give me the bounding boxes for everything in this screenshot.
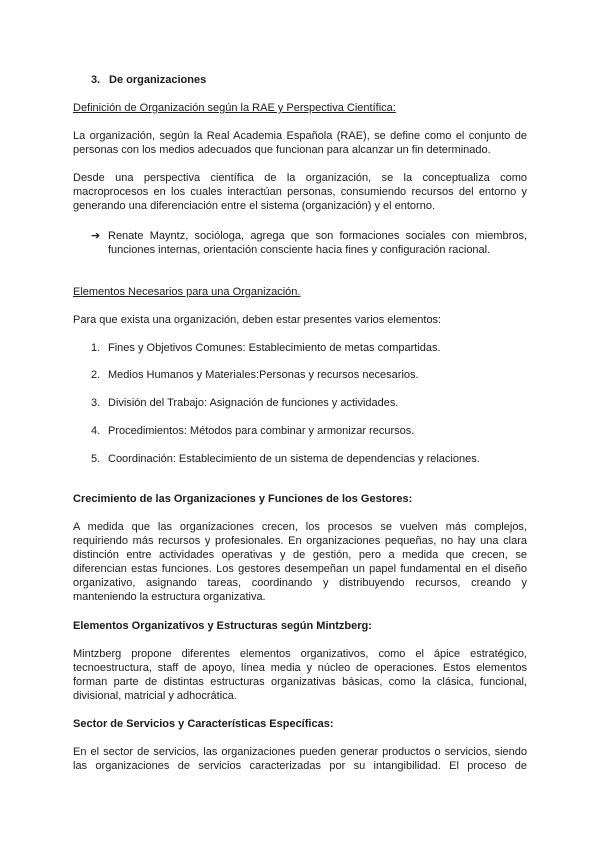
services-heading: Sector de Servicios y Características Específicas:	[73, 718, 334, 730]
list-item-number: 4.	[91, 425, 101, 437]
list-item-number: 3.	[91, 397, 101, 409]
section-title: De organizaciones	[109, 74, 207, 86]
scientific-paragraph: Desde una perspectiva científica de la organización, se la conceptualiza como macroprocesos en los cuales interactúan personas, consumiendo recursos del entorno y generando una diferenciación entre el sistema (organización) y el entorno.	[73, 172, 527, 212]
definition-heading: Definición de Organización según la RAE y Perspectiva Científica:	[73, 102, 396, 114]
elements-heading: Elementos Necesarios para una Organización.	[73, 286, 301, 298]
list-item-number: 1.	[91, 342, 101, 354]
mintzberg-heading: Elementos Organizativos y Estructuras según Mintzberg:	[73, 620, 372, 632]
rae-paragraph: La organización, según la Real Academia Española (RAE), se define como el conjunto de personas con los medios adecuados que funcionan para alcanzar un fin determinado.	[73, 130, 527, 156]
elements-intro: Para que exista una organización, deben estar presentes varios elementos:	[73, 314, 442, 326]
services-paragraph: En el sector de servicios, las organizaciones pueden generar productos o servicios, siendo las organizaciones de servicios caracterizadas por su intangibilidad. El proceso de	[73, 746, 527, 772]
growth-paragraph: A medida que las organizaciones crecen, los procesos se vuelven más complejos, requiriendo más recursos y profesionales. En organizaciones pequeñas, no hay una clara distinción entre actividades operativas y de gestión, pero a medida que crecen, se diferencian estas funciones. Los gestores desempeñan un papel fundamental en el diseño organizativo, asignando tareas, coordinando y distribuyendo recursos, creando y manteniendo la estructura organizativa.	[73, 521, 527, 603]
list-item-text: Coordinación: Establecimiento de un sistema de dependencias y relaciones.	[108, 453, 480, 465]
growth-heading: Crecimiento de las Organizaciones y Funciones de los Gestores:	[73, 493, 413, 505]
mayntz-bullet-text: Renate Mayntz, socióloga, agrega que son formaciones sociales con miembros, funciones internas, orientación consciente hacia fines y configuración racional.	[108, 230, 527, 256]
section-number: 3.	[91, 74, 101, 86]
mintzberg-paragraph: Mintzberg propone diferentes elementos organizativos, como el ápice estratégico, tecnoestructura, staff de apoyo, línea media y núcleo de operaciones. Estos elementos forman parte de distintas estructuras organizativas básicas, como la clásica, funcional, divisional, matricial y adhocrática.	[73, 648, 527, 702]
list-item-number: 2.	[91, 369, 101, 381]
arrow-bullet-icon: ➔	[91, 230, 101, 242]
list-item-text: Fines y Objetivos Comunes: Establecimiento de metas compartidas.	[108, 342, 441, 354]
list-item-text: Procedimientos: Métodos para combinar y armonizar recursos.	[108, 425, 415, 437]
list-item-text: Medios Humanos y Materiales:Personas y recursos necesarios.	[108, 369, 419, 381]
list-item-number: 5.	[91, 453, 101, 465]
list-item-text: División del Trabajo: Asignación de funciones y actividades.	[108, 397, 399, 409]
